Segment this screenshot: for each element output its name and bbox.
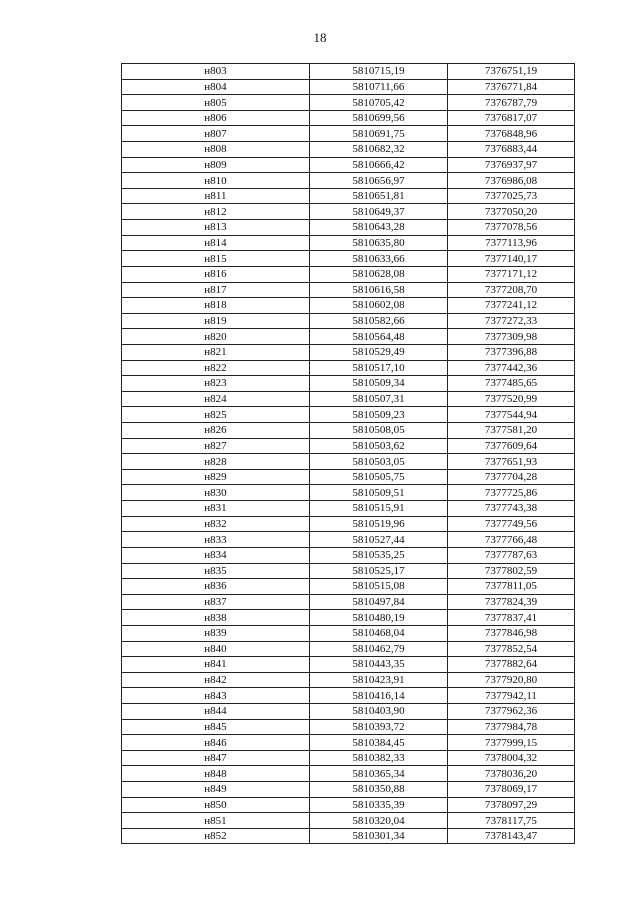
x-coordinate-cell: 5810350,88 (310, 782, 448, 798)
table-row (122, 657, 575, 673)
table-row (122, 813, 575, 829)
point-id-cell: н828 (122, 454, 310, 470)
table-row (122, 641, 575, 657)
point-id-cell: н847 (122, 750, 310, 766)
table-row (122, 110, 575, 126)
x-coordinate-cell: 5810651,81 (310, 188, 448, 204)
point-id-cell: н846 (122, 735, 310, 751)
x-coordinate-cell: 5810503,62 (310, 438, 448, 454)
y-coordinate-cell: 7377485,65 (448, 376, 575, 392)
point-id-cell: н836 (122, 579, 310, 595)
table-row (122, 329, 575, 345)
x-coordinate-cell: 5810509,34 (310, 376, 448, 392)
x-coordinate-cell: 5810691,75 (310, 126, 448, 142)
point-id-cell: н818 (122, 298, 310, 314)
y-coordinate-cell: 7377396,88 (448, 344, 575, 360)
y-coordinate-cell: 7377272,33 (448, 313, 575, 329)
y-coordinate-cell: 7377824,39 (448, 594, 575, 610)
x-coordinate-cell: 5810403,90 (310, 703, 448, 719)
y-coordinate-cell: 7377050,20 (448, 204, 575, 220)
x-coordinate-cell: 5810643,28 (310, 220, 448, 236)
point-id-cell: н814 (122, 235, 310, 251)
table-row (122, 782, 575, 798)
y-coordinate-cell: 7377743,38 (448, 501, 575, 517)
table-row (122, 688, 575, 704)
table-row (122, 438, 575, 454)
table-row (122, 266, 575, 282)
y-coordinate-cell: 7377984,78 (448, 719, 575, 735)
point-id-cell: н809 (122, 157, 310, 173)
x-coordinate-cell: 5810480,19 (310, 610, 448, 626)
table-row (122, 797, 575, 813)
y-coordinate-cell: 7376771,84 (448, 79, 575, 95)
table-row (122, 672, 575, 688)
table-row (122, 188, 575, 204)
x-coordinate-cell: 5810564,48 (310, 329, 448, 345)
table-row (122, 485, 575, 501)
table-row (122, 719, 575, 735)
x-coordinate-cell: 5810633,66 (310, 251, 448, 267)
y-coordinate-cell: 7376848,96 (448, 126, 575, 142)
x-coordinate-cell: 5810320,04 (310, 813, 448, 829)
point-id-cell: н807 (122, 126, 310, 142)
point-id-cell: н834 (122, 547, 310, 563)
x-coordinate-cell: 5810602,08 (310, 298, 448, 314)
y-coordinate-cell: 7377025,73 (448, 188, 575, 204)
x-coordinate-cell: 5810517,10 (310, 360, 448, 376)
table-row (122, 735, 575, 751)
y-coordinate-cell: 7377442,36 (448, 360, 575, 376)
point-id-cell: н844 (122, 703, 310, 719)
x-coordinate-cell: 5810423,91 (310, 672, 448, 688)
coordinates-table (121, 63, 575, 844)
x-coordinate-cell: 5810519,96 (310, 516, 448, 532)
x-coordinate-cell: 5810509,23 (310, 407, 448, 423)
table-row (122, 501, 575, 517)
x-coordinate-cell: 5810335,39 (310, 797, 448, 813)
point-id-cell: н829 (122, 469, 310, 485)
y-coordinate-cell: 7377766,48 (448, 532, 575, 548)
x-coordinate-cell: 5810705,42 (310, 95, 448, 111)
coordinates-table-body (122, 64, 575, 844)
x-coordinate-cell: 5810527,44 (310, 532, 448, 548)
point-id-cell: н850 (122, 797, 310, 813)
table-row (122, 126, 575, 142)
y-coordinate-cell: 7376787,79 (448, 95, 575, 111)
point-id-cell: н835 (122, 563, 310, 579)
x-coordinate-cell: 5810365,34 (310, 766, 448, 782)
point-id-cell: н824 (122, 391, 310, 407)
x-coordinate-cell: 5810416,14 (310, 688, 448, 704)
x-coordinate-cell: 5810649,37 (310, 204, 448, 220)
point-id-cell: н819 (122, 313, 310, 329)
point-id-cell: н832 (122, 516, 310, 532)
point-id-cell: н838 (122, 610, 310, 626)
table-row (122, 64, 575, 80)
x-coordinate-cell: 5810301,34 (310, 828, 448, 844)
y-coordinate-cell: 7377140,17 (448, 251, 575, 267)
y-coordinate-cell: 7378117,75 (448, 813, 575, 829)
x-coordinate-cell: 5810715,19 (310, 64, 448, 80)
point-id-cell: н804 (122, 79, 310, 95)
point-id-cell: н815 (122, 251, 310, 267)
table-row (122, 344, 575, 360)
point-id-cell: н827 (122, 438, 310, 454)
x-coordinate-cell: 5810507,31 (310, 391, 448, 407)
table-row (122, 251, 575, 267)
table-row (122, 610, 575, 626)
table-row (122, 469, 575, 485)
y-coordinate-cell: 7377811,05 (448, 579, 575, 595)
point-id-cell: н831 (122, 501, 310, 517)
table-row (122, 407, 575, 423)
x-coordinate-cell: 5810384,45 (310, 735, 448, 751)
point-id-cell: н813 (122, 220, 310, 236)
table-row (122, 313, 575, 329)
point-id-cell: н806 (122, 110, 310, 126)
x-coordinate-cell: 5810497,84 (310, 594, 448, 610)
y-coordinate-cell: 7377113,96 (448, 235, 575, 251)
x-coordinate-cell: 5810468,04 (310, 625, 448, 641)
x-coordinate-cell: 5810535,25 (310, 547, 448, 563)
y-coordinate-cell: 7377581,20 (448, 423, 575, 439)
x-coordinate-cell: 5810682,32 (310, 142, 448, 158)
table-row (122, 360, 575, 376)
table-row (122, 454, 575, 470)
y-coordinate-cell: 7377171,12 (448, 266, 575, 282)
point-id-cell: н830 (122, 485, 310, 501)
x-coordinate-cell: 5810462,79 (310, 641, 448, 657)
table-row (122, 79, 575, 95)
y-coordinate-cell: 7377520,99 (448, 391, 575, 407)
x-coordinate-cell: 5810443,35 (310, 657, 448, 673)
y-coordinate-cell: 7377078,56 (448, 220, 575, 236)
y-coordinate-cell: 7377802,59 (448, 563, 575, 579)
y-coordinate-cell: 7377544,94 (448, 407, 575, 423)
y-coordinate-cell: 7376937,97 (448, 157, 575, 173)
table-row (122, 204, 575, 220)
table-row (122, 828, 575, 844)
point-id-cell: н821 (122, 344, 310, 360)
point-id-cell: н841 (122, 657, 310, 673)
y-coordinate-cell: 7378036,20 (448, 766, 575, 782)
table-row (122, 282, 575, 298)
point-id-cell: н816 (122, 266, 310, 282)
x-coordinate-cell: 5810515,91 (310, 501, 448, 517)
page-number: 18 (313, 30, 327, 45)
table-row (122, 703, 575, 719)
y-coordinate-cell: 7377852,54 (448, 641, 575, 657)
y-coordinate-cell: 7377725,86 (448, 485, 575, 501)
x-coordinate-cell: 5810529,49 (310, 344, 448, 360)
point-id-cell: н823 (122, 376, 310, 392)
table-row (122, 391, 575, 407)
y-coordinate-cell: 7377704,28 (448, 469, 575, 485)
x-coordinate-cell: 5810393,72 (310, 719, 448, 735)
point-id-cell: н826 (122, 423, 310, 439)
point-id-cell: н839 (122, 625, 310, 641)
y-coordinate-cell: 7377882,64 (448, 657, 575, 673)
point-id-cell: н812 (122, 204, 310, 220)
point-id-cell: н845 (122, 719, 310, 735)
table-row (122, 766, 575, 782)
point-id-cell: н825 (122, 407, 310, 423)
x-coordinate-cell: 5810628,08 (310, 266, 448, 282)
point-id-cell: н840 (122, 641, 310, 657)
table-row (122, 750, 575, 766)
y-coordinate-cell: 7377962,36 (448, 703, 575, 719)
y-coordinate-cell: 7377999,15 (448, 735, 575, 751)
y-coordinate-cell: 7377749,56 (448, 516, 575, 532)
table-row (122, 220, 575, 236)
table-row (122, 532, 575, 548)
point-id-cell: н849 (122, 782, 310, 798)
table-row (122, 95, 575, 111)
table-row (122, 547, 575, 563)
point-id-cell: н852 (122, 828, 310, 844)
point-id-cell: н820 (122, 329, 310, 345)
y-coordinate-cell: 7377609,64 (448, 438, 575, 454)
point-id-cell: н811 (122, 188, 310, 204)
y-coordinate-cell: 7377920,80 (448, 672, 575, 688)
y-coordinate-cell: 7377942,11 (448, 688, 575, 704)
y-coordinate-cell: 7376986,08 (448, 173, 575, 189)
x-coordinate-cell: 5810699,56 (310, 110, 448, 126)
table-row (122, 423, 575, 439)
point-id-cell: н817 (122, 282, 310, 298)
point-id-cell: н805 (122, 95, 310, 111)
y-coordinate-cell: 7377309,98 (448, 329, 575, 345)
y-coordinate-cell: 7377846,98 (448, 625, 575, 641)
y-coordinate-cell: 7376817,07 (448, 110, 575, 126)
table-row (122, 376, 575, 392)
x-coordinate-cell: 5810503,05 (310, 454, 448, 470)
x-coordinate-cell: 5810505,75 (310, 469, 448, 485)
y-coordinate-cell: 7377787,63 (448, 547, 575, 563)
table-row (122, 579, 575, 595)
y-coordinate-cell: 7377651,93 (448, 454, 575, 470)
point-id-cell: н822 (122, 360, 310, 376)
point-id-cell: н848 (122, 766, 310, 782)
x-coordinate-cell: 5810666,42 (310, 157, 448, 173)
x-coordinate-cell: 5810711,66 (310, 79, 448, 95)
point-id-cell: н833 (122, 532, 310, 548)
x-coordinate-cell: 5810635,80 (310, 235, 448, 251)
y-coordinate-cell: 7378004,32 (448, 750, 575, 766)
table-row (122, 594, 575, 610)
y-coordinate-cell: 7378143,47 (448, 828, 575, 844)
point-id-cell: н810 (122, 173, 310, 189)
x-coordinate-cell: 5810382,33 (310, 750, 448, 766)
table-row (122, 142, 575, 158)
x-coordinate-cell: 5810616,58 (310, 282, 448, 298)
table-row (122, 235, 575, 251)
x-coordinate-cell: 5810656,97 (310, 173, 448, 189)
y-coordinate-cell: 7378097,29 (448, 797, 575, 813)
point-id-cell: н842 (122, 672, 310, 688)
table-row (122, 298, 575, 314)
table-row (122, 625, 575, 641)
point-id-cell: н843 (122, 688, 310, 704)
table-row (122, 157, 575, 173)
x-coordinate-cell: 5810509,51 (310, 485, 448, 501)
x-coordinate-cell: 5810508,05 (310, 423, 448, 439)
point-id-cell: н851 (122, 813, 310, 829)
point-id-cell: н803 (122, 64, 310, 80)
y-coordinate-cell: 7377241,12 (448, 298, 575, 314)
y-coordinate-cell: 7377837,41 (448, 610, 575, 626)
y-coordinate-cell: 7376883,44 (448, 142, 575, 158)
point-id-cell: н837 (122, 594, 310, 610)
table-row (122, 516, 575, 532)
x-coordinate-cell: 5810525,17 (310, 563, 448, 579)
table-row (122, 173, 575, 189)
point-id-cell: н808 (122, 142, 310, 158)
table-row (122, 563, 575, 579)
y-coordinate-cell: 7376751,19 (448, 64, 575, 80)
y-coordinate-cell: 7378069,17 (448, 782, 575, 798)
y-coordinate-cell: 7377208,70 (448, 282, 575, 298)
x-coordinate-cell: 5810582,66 (310, 313, 448, 329)
x-coordinate-cell: 5810515,08 (310, 579, 448, 595)
